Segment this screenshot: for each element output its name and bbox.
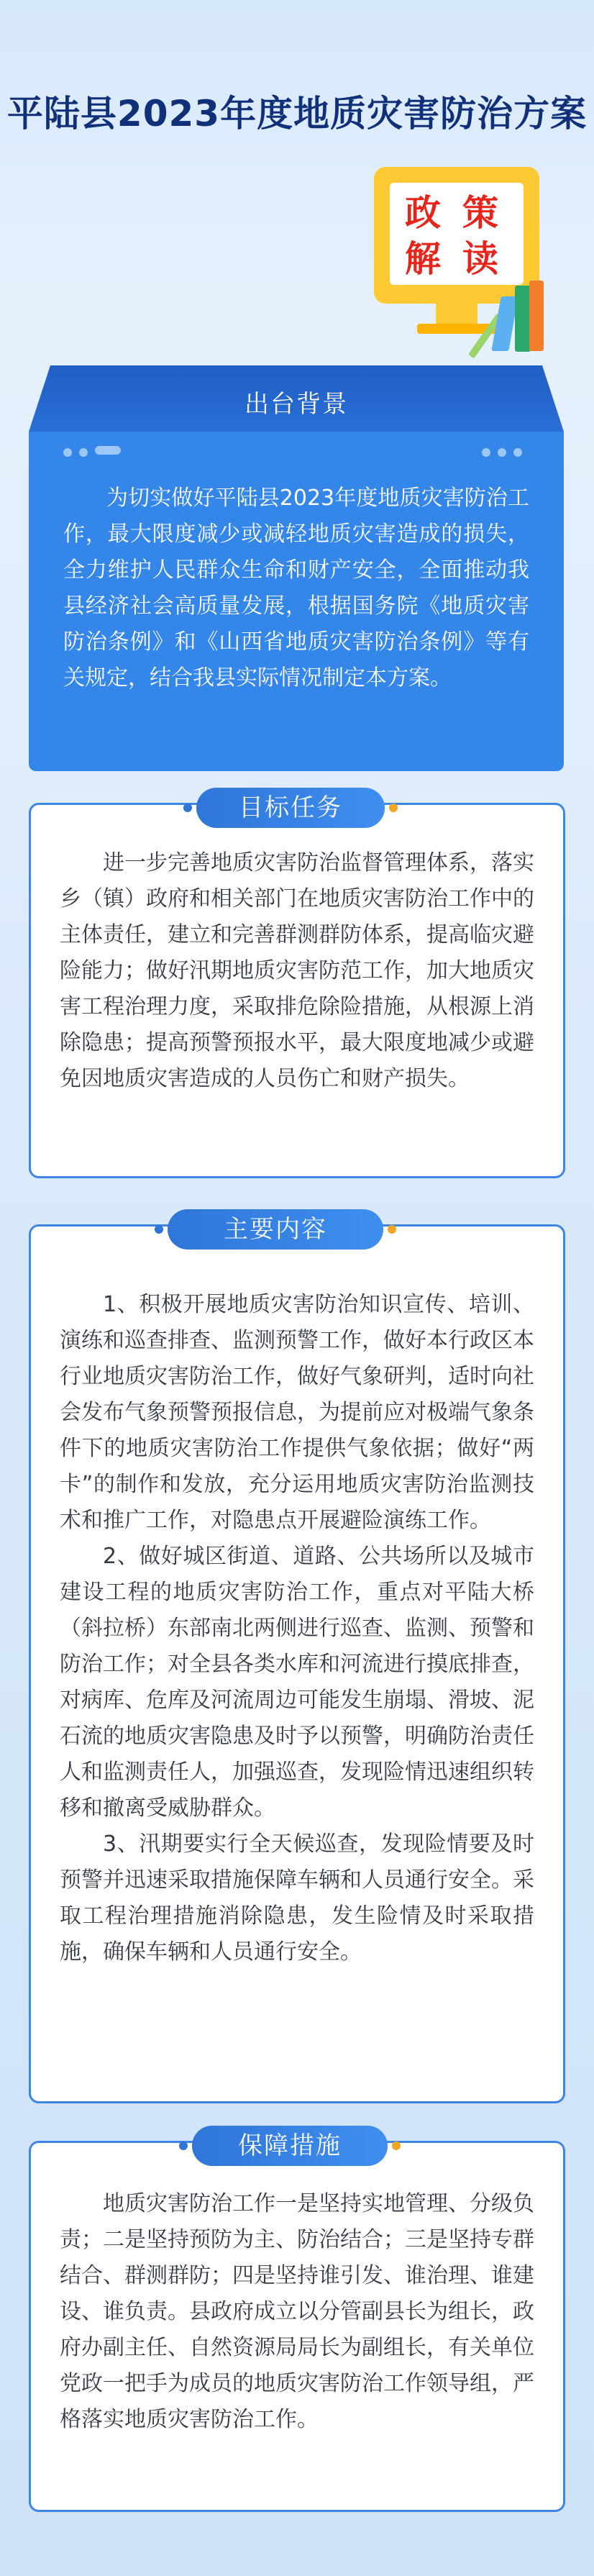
- badge-char-1: 政: [405, 192, 441, 234]
- background-text: 为切实做好平陆县2023年度地质灾害防治工作，最大限度减少或减轻地质灾害造成的损失，全力维护人民群众生命和财产安全，全面推动我县经济社会高质量发展，根据国务院《地质灾害防治条例》和《山西省地质灾害防治条例》等有关规定，结合我县实际情况制定本方案。: [63, 486, 529, 691]
- content-section: [29, 1215, 565, 2103]
- badge-char-2: 策: [462, 192, 498, 234]
- page-title: 平陆县2023年度地质灾害防治方案: [6, 93, 588, 135]
- badge-char-3: 解: [405, 238, 441, 280]
- book-icon: [515, 286, 531, 352]
- book-icon: [529, 281, 544, 351]
- policy-interpretation-badge: [374, 167, 547, 354]
- decor-dots: [63, 446, 128, 460]
- content-paragraph: 3、汛期要实行全天候巡查，发现险情要及时预警并迅速采取措施保障车辆和人员通行安全。采取工程治理措施消除隐患，发生险情及时采取措施，确保车辆和人员通行安全。: [60, 1831, 534, 1965]
- goals-section: [29, 793, 565, 1178]
- goals-label: 目标任务: [196, 788, 385, 828]
- content-paragraph: 2、做好城区街道、道路、公共场所以及城市建设工程的地质灾害防治工作，重点对平陆大桥（斜拉桥）东部南北两侧进行巡查、监测、预警和防治工作；对全县各类水库和河流进行摸底排查，对病库、危库及河流周边可能发生崩塌、滑坡、泥石流的地质灾害隐患及时予以预警，明确防治责任人和监测责任人，加强巡查，发现险情迅速组织转移和撤离受威胁群众。: [60, 1544, 534, 1821]
- goals-text: 进一步完善地质灾害防治监督管理体系，落实乡（镇）政府和相关部门在地质灾害防治工作中的主体责任，建立和完善群测群防体系，提高临灾避险能力；做好汛期地质灾害防范工作，加大地质灾害工程治理力度，采取排危除险措施，从根源上消除隐患；提高预警预报水平，最大限度地减少或避免因地质灾害造成的人员伤亡和财产损失。: [60, 850, 534, 1091]
- content-paragraph: 1、积极开展地质灾害防治知识宣传、培训、演练和巡查排查、监测预警工作，做好本行政区本行业地质灾害防治工作，做好气象研判，适时向社会发布气象预警预报信息，为提前应对极端气象条件下的地质灾害防治工作提供气象依据；做好“两卡”的制作和发放，充分运用地质灾害防治监测技术和推广工作，对隐患点开展避险演练工作。: [60, 1292, 534, 1533]
- measures-section: [29, 2131, 565, 2512]
- monitor-icon: [374, 167, 539, 304]
- content-label: 主要内容: [168, 1209, 383, 1250]
- content-text: [60, 1287, 534, 1970]
- decor-dots: [482, 446, 529, 460]
- background-section: [29, 365, 564, 771]
- measures-label: 保障措施: [192, 2126, 388, 2166]
- badge-char-4: 读: [462, 238, 498, 280]
- background-label: 出台背景: [245, 390, 348, 419]
- measures-text: 地质灾害防治工作一是坚持实地管理、分级负责；二是坚持预防为主、防治结合；三是坚持专群结合、群测群防；四是坚持谁引发、谁治理、谁建设、谁负责。县政府成立以分管副县长为组长，政府办副主任、自然资源局局长为副组长，有关单位党政一把手为成员的地质灾害防治工作领导组，严格落实地质灾害防治工作。: [60, 2191, 534, 2432]
